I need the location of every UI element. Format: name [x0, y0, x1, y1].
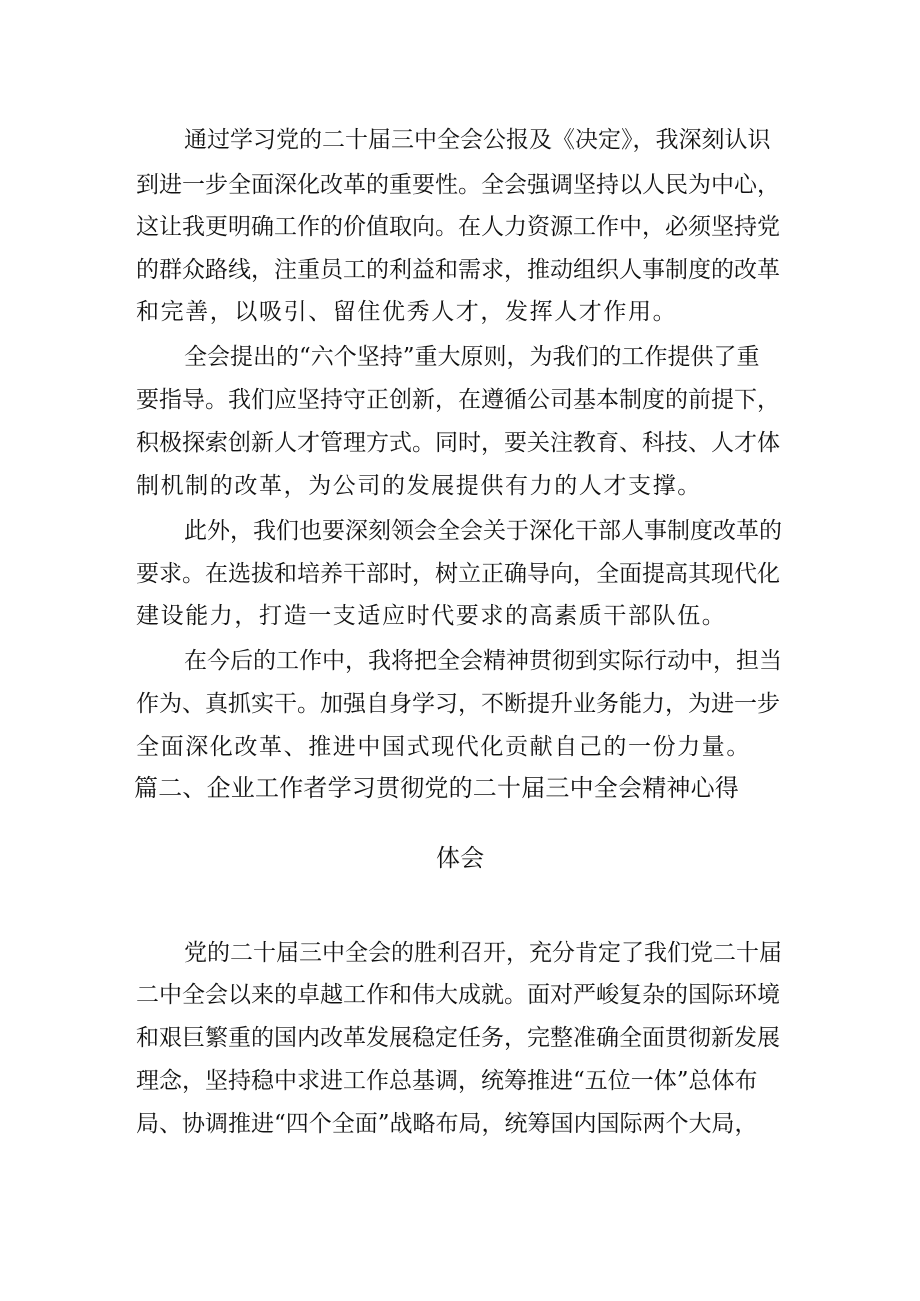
paragraph-3-line-2: 要求。在选拔和培养干部时，树立正确导向，全面提高其现代化	[136, 561, 780, 587]
paragraph-5-line-1: 党的二十届三中全会的胜利召开，充分肯定了我们党二十届	[184, 940, 782, 966]
paragraph-5-line-5: 局、协调推进“四个全面”战略布局，统筹国内国际两个大局，	[136, 1111, 758, 1137]
paragraph-1-line-2: 到进一步全面深化改革的重要性。全会强调坚持以人民为中心，	[136, 172, 780, 198]
paragraph-5-line-4: 理念，坚持稳中求进工作总基调，统筹推进“五位一体”总体布	[136, 1068, 758, 1094]
paragraph-4-line-1: 在今后的工作中，我将把全会精神贯彻到实际行动中，担当	[184, 648, 782, 674]
paragraph-2-line-1: 全会提出的“六个坚持”重大原则，为我们的工作提供了重	[184, 344, 760, 370]
paragraph-1-line-1: 通过学习党的二十届三中全会公报及《决定》，我深刻认识	[184, 127, 771, 153]
paragraph-5-line-2: 二中全会以来的卓越工作和伟大成就。面对严峻复杂的国际环境	[136, 982, 780, 1008]
paragraph-2-line-2: 要指导。我们应坚持守正创新，在遵循公司基本制度的前提下，	[136, 387, 780, 413]
paragraph-3-line-3: 建设能力，打造一支适应时代要求的高素质干部队伍。	[136, 603, 727, 629]
section-heading-line-2: 体会	[436, 844, 485, 872]
paragraph-3-line-1: 此外，我们也要深刻领会全会关于深化干部人事制度改革的	[184, 518, 782, 544]
paragraph-2-line-4: 制机制的改革，为公司的发展提供有力的人才支撑。	[136, 473, 702, 499]
paragraph-1-line-5: 和完善，以吸引、留住优秀人才，发挥人才作用。	[136, 299, 678, 325]
paragraph-1-line-4: 的群众路线，注重员工的利益和需求，推动组织人事制度的改革	[136, 257, 780, 283]
paragraph-4-line-3: 全面深化改革、推进中国式现代化贡献自己的一份力量。	[136, 734, 751, 760]
paragraph-4-line-2: 作为、真抓实干。加强自身学习，不断提升业务能力，为进一步	[136, 691, 780, 717]
paragraph-5-line-3: 和艰巨繁重的国内改革发展稳定任务，完整准确全面贯彻新发展	[136, 1025, 780, 1051]
section-heading-line-1: 篇二、企业工作者学习贯彻党的二十届三中全会精神心得	[134, 774, 739, 802]
paragraph-2-line-3: 积极探索创新人才管理方式。同时，要关注教育、科技、人才体	[136, 430, 780, 456]
paragraph-1-line-3: 这让我更明确工作的价值取向。在人力资源工作中，必须坚持党	[136, 214, 780, 240]
